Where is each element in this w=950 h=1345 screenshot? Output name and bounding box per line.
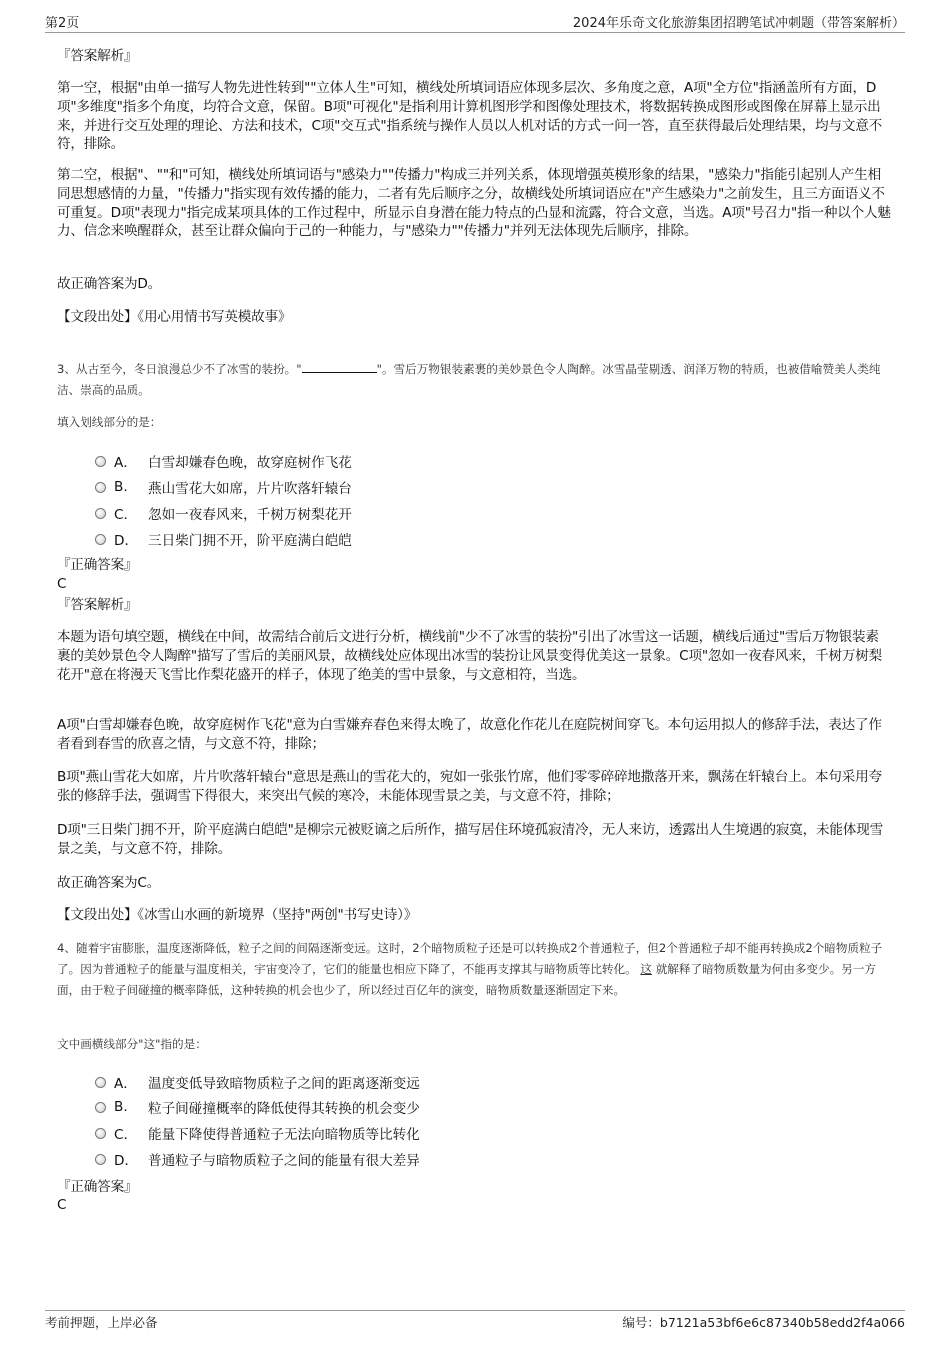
answer-heading: 『正确答案』: [57, 1179, 138, 1195]
analysis-heading: 『答案解析』: [57, 48, 138, 64]
analysis-heading: 『答案解析』: [57, 597, 138, 613]
option-text: 燕山雪花大如席，片片吹落轩辕台: [148, 481, 352, 497]
answer-value: C: [57, 576, 67, 592]
analysis-paragraph: A项"白雪却嫌春色晚，故穿庭树作飞花"意为白雪嫌弃春色来得太晚了，故意化作花儿在庭院树间穿飞。本句运用拟人的修辞手法，表达了作者看到春雪的欣喜之情，与文意不符，排除；: [57, 717, 882, 752]
option-label: D．: [114, 1153, 139, 1169]
question-4-stem: [57, 938, 897, 1001]
option-label: A．: [114, 455, 137, 471]
stem-text: "。雪后万物银装素裹的美妙景色令人陶醉。冰雪晶莹剔透、润泽万物的特质，也被借喻赞美人类纯洁、崇高的品质。: [57, 362, 881, 397]
radio-button[interactable]: [95, 456, 106, 467]
source: 【文段出处】《冰雪山水画的新境界（坚持"两创"书写史诗）》: [57, 907, 418, 923]
footer-slogan: 考前押题，上岸必备: [45, 1315, 158, 1330]
document-title: 2024年乐奇文化旅游集团招聘笔试冲刺题（带答案解析）: [572, 16, 905, 31]
analysis-paragraph: 第一空，根据"由单一描写人物先进性转到""立体人生"可知，横线处所填词语应体现多层次、多角度之意，A项"全方位"指涵盖所有方面，D项"多维度"指多个角度，均符合文意，保留。B项"可视化"是指利用计算机图形学和图像处理技术，将数据转换成图形或图像在屏幕上显示出来，并进行交互处理的理论、方法和技术，C项"交互式"指系统与操作人员以人机对话的方式一问一答，直至获得最后处理结果，均与文意不符，排除。: [57, 80, 883, 153]
option-label: C．: [114, 507, 138, 523]
stem-text: 4、随着宇宙膨胀，温度逐渐降低，粒子之间的间隔逐渐变远。这时，2个暗物质粒子还是可以转换成2个普通粒子，但2个普通粒子却不能再转换成2个暗物质粒子了。因为普通粒子的能量与温度相关，宇宙变冷了，它们的能量也相应下降了，不能再支撑其与暗物质等比转化。: [57, 941, 883, 976]
option-text: 三日柴门拥不开，阶平庭满白皑皑: [148, 533, 352, 549]
option-text: 温度变低导致暗物质粒子之间的距离逐渐变远: [148, 1076, 420, 1092]
analysis-paragraph: 本题为语句填空题，横线在中间，故需结合前后文进行分析，横线前"少不了冰雪的装扮"引出了冰雪这一话题，横线后通过"雪后万物银装素裹的美妙景色令人陶醉"描写了雪后的美丽风景，故横线处应体现出冰雪的装扮让风景变得优美这一景象。C项"忽如一夜春风来，千树万树梨花开"意在将漫天飞雪比作梨花盛开的样子，体现了绝美的雪中景象，与文意相符，当选。: [57, 629, 883, 683]
answer-option[interactable]: [95, 477, 352, 497]
option-label: B.: [114, 1099, 128, 1115]
analysis-paragraph: 第二空，根据"、""和"可知，横线处所填词语与"感染力""传播力"构成三并列关系，体现增强英模形象的结果，"感染力"指能引起别人产生相同思想感情的力量，"传播力"指实现有效传播的能力，二者有先后顺序之分，故横线处所填词语应在"产生感染力"之前发生，且三方面语义不可重复。D项"表现力"指完成某项具体的工作过程中，所显示自身潜在能力特点的凸显和流露，符合文意，当选。A项"号召力"指一种以个人魅力、信念来唤醒群众，甚至让群众偏向于己的一种能力，与"感染力""传播力"并列无法体现先后顺序，排除。: [57, 167, 891, 240]
fill-blank: [302, 372, 377, 373]
radio-button[interactable]: [95, 1128, 106, 1139]
stem-text: 3、从古至今，冬日浪漫总少不了冰雪的装扮。": [57, 362, 302, 376]
answer-value: C: [57, 1197, 67, 1213]
radio-button[interactable]: [95, 1102, 106, 1113]
option-text: 普通粒子与暗物质粒子之间的能量有很大差异: [148, 1153, 420, 1169]
answer-heading: 『正确答案』: [57, 557, 138, 573]
answer-option[interactable]: [95, 1123, 420, 1143]
option-label: C．: [114, 1127, 138, 1143]
option-label: D．: [114, 533, 139, 549]
radio-button[interactable]: [95, 1077, 106, 1088]
analysis-paragraph: B项"燕山雪花大如席，片片吹落轩辕台"意思是燕山的雪花大的，宛如一张张竹席，他们零零碎碎地撒落开来，飘荡在轩辕台上。本句采用夸张的修辞手法，强调雪下得很大，来突出气候的寒冷，未能体现雪景之美，与文意不符，排除；: [57, 769, 882, 804]
answer-option[interactable]: [95, 1072, 420, 1092]
document-id: 编号：b7121a53bf6e6c87340b58edd2f4a066: [622, 1315, 905, 1330]
answer-option[interactable]: [95, 1149, 420, 1169]
option-text: 粒子间碰撞概率的降低使得其转换的机会变少: [148, 1101, 420, 1117]
source: 【文段出处】《用心用情书写英模故事》: [57, 309, 292, 325]
analysis-paragraph: D项"三日柴门拥不开，阶平庭满白皑皑"是柳宗元被贬谪之后所作，描写居住环境孤寂清冷，无人来访，透露出人生境遇的寂寞，未能体现雪景之美，与文意不符，排除。: [57, 822, 883, 857]
page-number: 第2页: [45, 16, 80, 31]
option-text: 白雪却嫌春色晚，故穿庭树作飞花: [148, 455, 352, 471]
conclusion: 故正确答案为C。: [57, 875, 161, 891]
option-label: B.: [114, 479, 128, 495]
radio-button[interactable]: [95, 482, 106, 493]
answer-option[interactable]: [95, 503, 352, 523]
radio-button[interactable]: [95, 534, 106, 545]
radio-button[interactable]: [95, 1154, 106, 1165]
stem-text: 就解释了暗物质数量为何由多变少。另一方面，由于粒子间碰撞的概率降低，这种转换的机会也少了，所以经过百亿年的演变，暗物质数量逐渐固定下来。: [57, 962, 876, 997]
question-prompt: 文中画横线部分"这"指的是：: [57, 1037, 207, 1051]
header-divider: [45, 32, 905, 33]
underlined-word: 这: [640, 962, 652, 976]
footer-divider: [45, 1310, 905, 1311]
conclusion: 故正确答案为D。: [57, 276, 162, 292]
question-prompt: 填入划线部分的是：: [57, 415, 162, 429]
option-text: 忽如一夜春风来，千树万树梨花开: [148, 507, 352, 523]
question-3-stem: [57, 359, 897, 401]
answer-option[interactable]: [95, 529, 352, 549]
radio-button[interactable]: [95, 508, 106, 519]
option-label: A．: [114, 1076, 137, 1092]
answer-option[interactable]: [95, 451, 352, 471]
option-text: 能量下降使得普通粒子无法向暗物质等比转化: [148, 1127, 420, 1143]
answer-option[interactable]: [95, 1097, 420, 1117]
